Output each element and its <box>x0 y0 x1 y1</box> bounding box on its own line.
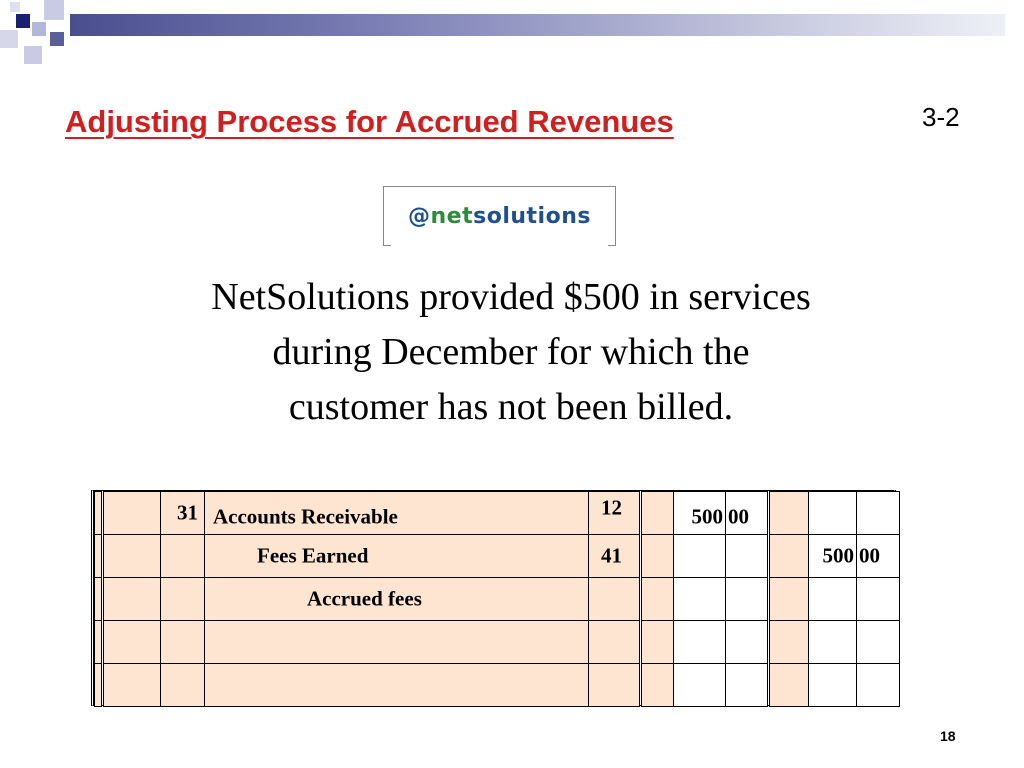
journal-row <box>95 621 900 664</box>
debit-dollars-text: 500 <box>691 504 723 529</box>
account-cell <box>205 621 589 664</box>
day-text: 31 <box>177 500 198 525</box>
month-cell <box>103 621 161 664</box>
post-ref-text: 41 <box>601 543 622 568</box>
month-cell <box>103 535 161 578</box>
credit-cents-cell <box>857 492 900 535</box>
credit-cents-cell <box>857 664 900 707</box>
journal-row <box>95 578 900 621</box>
spacer-cell <box>641 621 674 664</box>
spacer-cell <box>641 578 674 621</box>
day-cell <box>161 535 205 578</box>
decor-square <box>50 32 64 46</box>
logo-at-icon: @ <box>408 203 431 229</box>
spacer-cell <box>769 492 809 535</box>
page-number: 18 <box>940 728 956 744</box>
debit-dollars-cell <box>674 535 726 578</box>
account-cell <box>205 664 589 707</box>
spacer-cell <box>641 664 674 707</box>
journal-row <box>95 664 900 707</box>
post-ref-cell <box>589 664 641 707</box>
account-cell <box>205 492 589 535</box>
decor-square <box>44 0 64 20</box>
decor-square <box>16 14 30 28</box>
account-text: Accounts Receivable <box>213 504 398 529</box>
debit-cents-cell <box>726 535 769 578</box>
title-bar-gradient <box>70 14 1005 36</box>
month-cell <box>103 492 161 535</box>
debit-cents-text: 00 <box>728 504 749 529</box>
logo-solutions: solutions <box>473 203 591 229</box>
month-cell <box>103 664 161 707</box>
debit-dollars-cell <box>674 621 726 664</box>
day-cell <box>161 621 205 664</box>
spacer-cell <box>769 535 809 578</box>
debit-dollars-cell <box>674 664 726 707</box>
spacer-cell <box>769 578 809 621</box>
day-cell <box>161 492 205 535</box>
account-cell <box>205 578 589 621</box>
debit-cents-cell <box>726 621 769 664</box>
journal-table <box>91 490 896 706</box>
credit-cents-cell <box>857 578 900 621</box>
debit-cents-cell <box>726 492 769 535</box>
credit-dollars-cell <box>809 535 857 578</box>
netsolutions-logo <box>383 186 616 246</box>
decor-square <box>10 2 20 12</box>
credit-cents-text: 00 <box>859 543 880 568</box>
margin-cell <box>95 492 103 535</box>
decor-square <box>32 22 46 36</box>
post-ref-cell <box>589 621 641 664</box>
month-cell <box>103 578 161 621</box>
post-ref-text: 12 <box>601 495 622 520</box>
transaction-description: NetSolutions provided $500 in services during December for which the customer has not been billed. <box>211 276 811 428</box>
post-ref-cell <box>589 578 641 621</box>
post-ref-cell <box>589 535 641 578</box>
margin-cell <box>95 578 103 621</box>
credit-cents-cell <box>857 535 900 578</box>
debit-cents-cell <box>726 664 769 707</box>
journal-row <box>95 535 900 578</box>
credit-dollars-cell <box>809 664 857 707</box>
decor-square <box>24 46 42 64</box>
credit-dollars-text: 500 <box>822 543 854 568</box>
debit-cents-cell <box>726 578 769 621</box>
journal-row <box>95 492 900 535</box>
slide-title: Adjusting Process for Accrued Revenues <box>65 104 674 139</box>
margin-cell <box>95 664 103 707</box>
spacer-cell <box>769 664 809 707</box>
decor-square <box>0 30 18 48</box>
slide-code: 3-2 <box>922 102 960 132</box>
credit-dollars-cell <box>809 578 857 621</box>
margin-cell <box>95 621 103 664</box>
margin-cell <box>95 535 103 578</box>
day-cell <box>161 664 205 707</box>
day-cell <box>161 578 205 621</box>
logo-net: net <box>430 203 474 229</box>
account-text: Accrued fees <box>307 586 422 611</box>
debit-dollars-cell <box>674 492 726 535</box>
credit-dollars-cell <box>809 621 857 664</box>
spacer-cell <box>769 621 809 664</box>
logo-text <box>408 204 591 229</box>
account-text: Fees Earned <box>257 543 369 568</box>
post-ref-cell <box>589 492 641 535</box>
credit-dollars-cell <box>809 492 857 535</box>
account-cell <box>205 535 589 578</box>
credit-cents-cell <box>857 621 900 664</box>
spacer-cell <box>641 535 674 578</box>
debit-dollars-cell <box>674 578 726 621</box>
spacer-cell <box>641 492 674 535</box>
